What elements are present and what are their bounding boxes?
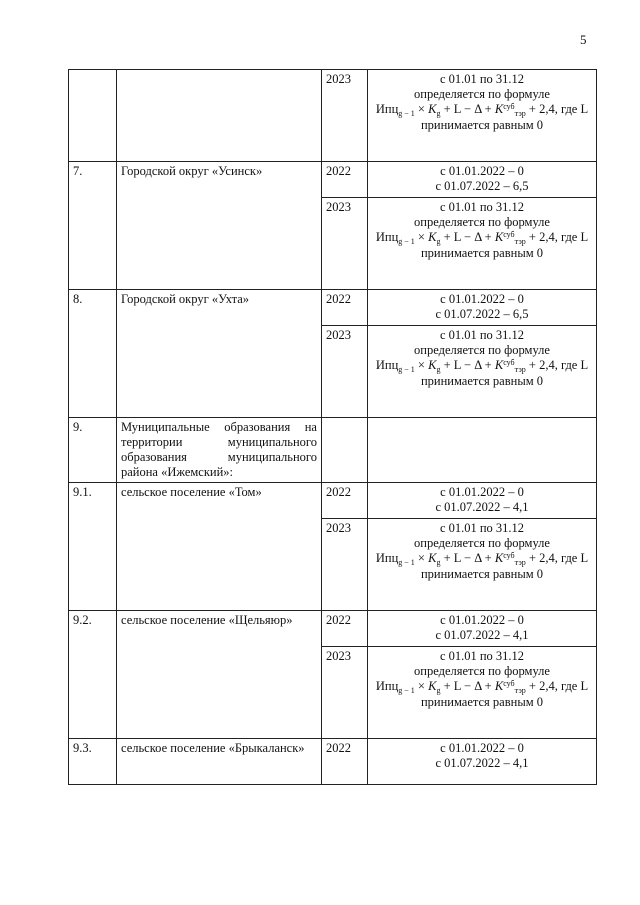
price-index-formula [372, 551, 592, 567]
year: 2023 [326, 200, 351, 214]
row-number-cell [69, 70, 117, 162]
year: 2023 [326, 72, 351, 86]
row-number-cell [69, 611, 117, 739]
row-number: 8. [73, 292, 83, 306]
year: 2022 [326, 613, 351, 627]
formula-tail: + 2,4, где L [525, 102, 589, 116]
formula-K2-sub: тэр [514, 237, 526, 246]
table-row [69, 162, 597, 198]
year-cell [322, 739, 368, 785]
table-row [69, 611, 597, 647]
municipality-name-cell [117, 418, 322, 483]
formula-rest: + L − Δ + [440, 358, 495, 372]
row-number: 9.3. [73, 741, 92, 755]
formula-times: × [414, 102, 429, 116]
row-number: 9.1. [73, 485, 92, 499]
year: 2022 [326, 485, 351, 499]
formula-term1: Ипц [375, 679, 399, 693]
formula-rest: + L − Δ + [440, 551, 495, 565]
value-line: с 01.01.2022 – 0 [440, 741, 524, 755]
municipality-name-cell [117, 290, 322, 418]
formula-K2-sub: тэр [514, 686, 526, 695]
year-cell [322, 519, 368, 611]
formula-tail: + 2,4, где L [525, 358, 589, 372]
formula-times: × [414, 679, 429, 693]
value-line: с 01.01 по 31.12 [439, 200, 525, 214]
row-number: 9.2. [73, 613, 92, 627]
value-line: определяется по формуле [414, 536, 550, 550]
value-line: с 01.01 по 31.12 [439, 649, 525, 663]
value-line: определяется по формуле [414, 87, 550, 101]
price-index-formula [372, 230, 592, 246]
formula-K2-sub: тэр [514, 109, 526, 118]
formula-K-sub: g [436, 109, 441, 118]
value-line: с 01.01.2022 – 0 [440, 485, 524, 499]
tariff-value-cell [368, 483, 597, 519]
year: 2023 [326, 649, 351, 663]
year: 2022 [326, 741, 351, 755]
municipality-name: сельское поселение «Щельяюр» [121, 613, 293, 627]
value-line: с 01.01.2022 – 0 [440, 613, 524, 627]
year-cell [322, 290, 368, 326]
formula-K: K [428, 679, 437, 693]
value-line: с 01.07.2022 – 4,1 [435, 756, 529, 770]
row-number: 9. [73, 420, 83, 434]
formula-term1: Ипц [375, 230, 399, 244]
municipality-name: Городской округ «Усинск» [121, 164, 263, 178]
formula-K2-sup: суб [503, 358, 515, 367]
year-cell [322, 198, 368, 290]
value-line: принимается равным 0 [420, 695, 544, 709]
formula-times: × [414, 230, 429, 244]
value-line: определяется по формуле [414, 343, 550, 357]
formula-tail: + 2,4, где L [525, 679, 589, 693]
value-line: принимается равным 0 [420, 246, 544, 260]
year: 2022 [326, 292, 351, 306]
row-number-cell [69, 418, 117, 483]
formula-tail: + 2,4, где L [525, 230, 589, 244]
formula-K2-sup: суб [503, 230, 515, 239]
tariff-value-cell [368, 326, 597, 418]
municipality-name-cell [117, 739, 322, 785]
year-cell [322, 70, 368, 162]
formula-K2-sup: суб [503, 102, 515, 111]
tariff-value-cell [368, 198, 597, 290]
tariff-value-cell [368, 739, 597, 785]
value-line: с 01.01.2022 – 0 [440, 292, 524, 306]
row-number: 7. [73, 164, 83, 178]
municipality-name: сельское поселение «Том» [121, 485, 262, 499]
formula-term1: Ипц [375, 551, 399, 565]
formula-K-sub: g [436, 365, 441, 374]
municipality-name: сельское поселение «Брыкаланск» [121, 741, 305, 755]
value-line: принимается равным 0 [420, 374, 544, 388]
row-number-cell [69, 290, 117, 418]
formula-K: K [428, 102, 437, 116]
table-row [69, 739, 597, 785]
formula-K2-sup: суб [503, 679, 515, 688]
tariff-value-cell [368, 418, 597, 483]
year: 2023 [326, 521, 351, 535]
value-line: с 01.01.2022 – 0 [440, 164, 524, 178]
formula-K2-sub: тэр [514, 558, 526, 567]
table-row [69, 70, 597, 162]
row-number-cell [69, 162, 117, 290]
value-line: с 01.07.2022 – 6,5 [435, 307, 529, 321]
formula-K2: K [494, 102, 504, 116]
price-index-formula [372, 358, 592, 374]
value-line: с 01.07.2022 – 4,1 [435, 628, 529, 642]
value-line: определяется по формуле [414, 664, 550, 678]
formula-K: K [428, 230, 437, 244]
value-line: с 01.07.2022 – 4,1 [435, 500, 529, 514]
year-cell [322, 418, 368, 483]
year-cell [322, 326, 368, 418]
tariff-value-cell [368, 611, 597, 647]
formula-rest: + L − Δ + [440, 102, 495, 116]
price-index-formula [372, 102, 592, 118]
municipality-name: Муниципальные образования на территории муниципального образования муниципального района «Ижемский»: [121, 420, 317, 479]
tariff-value-cell [368, 519, 597, 611]
tariff-value-cell [368, 647, 597, 739]
formula-K2-sup: суб [503, 551, 515, 560]
tariff-value-cell [368, 162, 597, 198]
row-number-cell [69, 483, 117, 611]
tariff-table [68, 69, 597, 785]
formula-term1: Ипц [375, 102, 399, 116]
formula-tail: + 2,4, где L [525, 551, 589, 565]
formula-K2: K [494, 358, 504, 372]
year-cell [322, 647, 368, 739]
formula-times: × [414, 551, 429, 565]
value-line: с 01.01 по 31.12 [439, 521, 525, 535]
tariff-value-cell [368, 70, 597, 162]
municipality-name: Городской округ «Ухта» [121, 292, 250, 306]
formula-K2: K [494, 679, 504, 693]
formula-rest: + L − Δ + [440, 679, 495, 693]
value-line: принимается равным 0 [420, 118, 544, 132]
table-row [69, 418, 597, 483]
formula-K-sub: g [436, 237, 441, 246]
year-cell [322, 483, 368, 519]
formula-times: × [414, 358, 429, 372]
formula-K2: K [494, 551, 504, 565]
tariff-value-cell [368, 290, 597, 326]
formula-term1-sub: g − 1 [398, 237, 415, 246]
formula-term1-sub: g − 1 [398, 558, 415, 567]
year-cell [322, 611, 368, 647]
formula-term1-sub: g − 1 [398, 686, 415, 695]
municipality-name-cell [117, 70, 322, 162]
table-row [69, 290, 597, 326]
formula-term1-sub: g − 1 [398, 365, 415, 374]
municipality-name-cell [117, 483, 322, 611]
year: 2022 [326, 164, 351, 178]
value-line: с 01.07.2022 – 6,5 [435, 179, 529, 193]
value-line: с 01.01 по 31.12 [439, 328, 525, 342]
formula-rest: + L − Δ + [440, 230, 495, 244]
formula-K2: K [494, 230, 504, 244]
value-line: определяется по формуле [414, 215, 550, 229]
year-cell [322, 162, 368, 198]
page-number: 5 [580, 32, 587, 47]
formula-term1-sub: g − 1 [398, 109, 415, 118]
formula-K: K [428, 551, 437, 565]
formula-K-sub: g [436, 686, 441, 695]
tariff-table-body [69, 70, 597, 785]
year: 2023 [326, 328, 351, 342]
value-line: с 01.01 по 31.12 [439, 72, 525, 86]
formula-K-sub: g [436, 558, 441, 567]
formula-K2-sub: тэр [514, 365, 526, 374]
municipality-name-cell [117, 611, 322, 739]
municipality-name-cell [117, 162, 322, 290]
row-number-cell [69, 739, 117, 785]
price-index-formula [372, 679, 592, 695]
formula-term1: Ипц [375, 358, 399, 372]
formula-K: K [428, 358, 437, 372]
value-line: принимается равным 0 [420, 567, 544, 581]
table-row [69, 483, 597, 519]
